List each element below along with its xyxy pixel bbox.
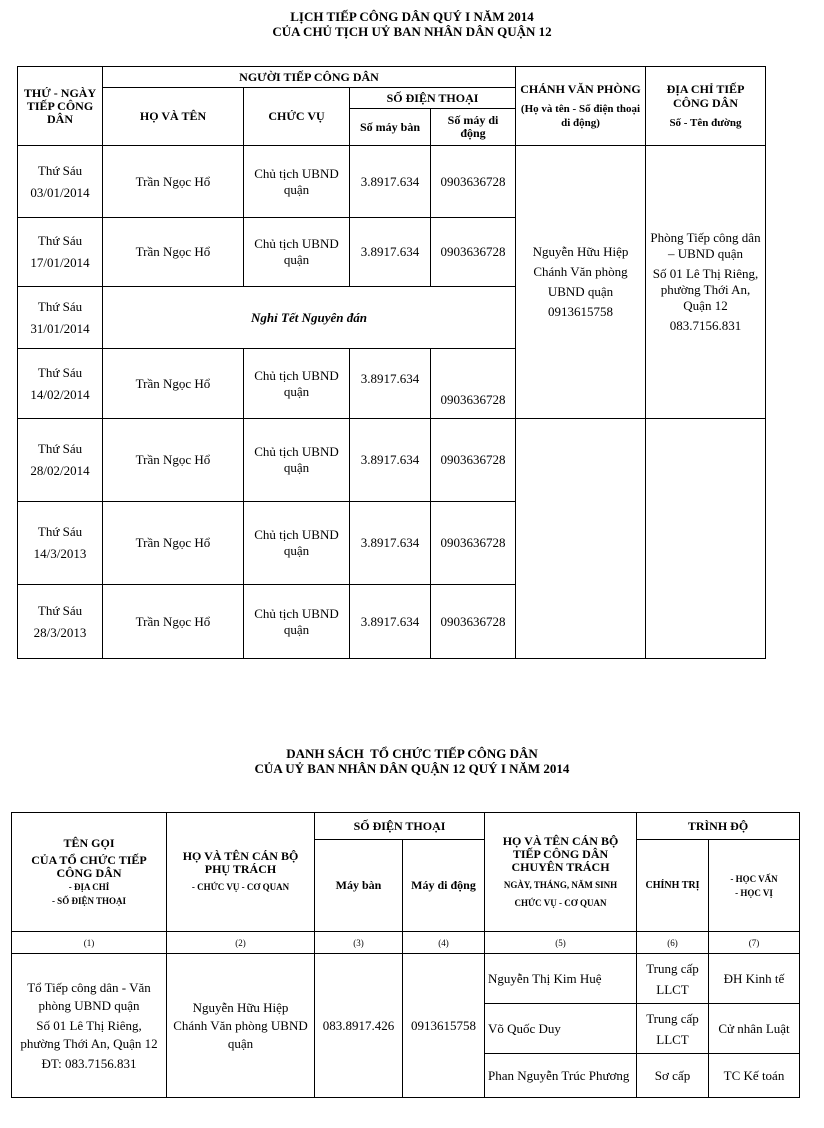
header-name: HỌ VÀ TÊN [103,88,244,146]
officer-name: Nguyễn Hữu Hiệp [192,999,289,1015]
header-office-chief [516,67,646,146]
office-chief-phone: 0913615758 [548,304,613,319]
date: 03/01/2014 [30,184,90,200]
landline: 3.8917.634 [350,585,431,659]
header-staff-sub-2: CHỨC VỤ - CƠ QUAN [514,897,607,908]
header-mobile: Máy di động [403,840,485,932]
weekday: Thứ Sáu [37,298,83,314]
receiver-name: Trần Ngọc Hổ [103,585,244,659]
staff-education: ĐH Kinh tế [709,954,800,1004]
landline: 3.8917.634 [350,502,431,585]
receiver-position: Chủ tịch UBND quận [244,146,350,218]
header-staff-sub-1: NGÀY, THÁNG, NĂM SINH [503,879,618,890]
header-staff-title: HỌ VÀ TÊN CÁN BỘ TIẾP CÔNG DÂN CHUYÊN TRÁCH [502,833,619,874]
weekday: Thứ Sáu [37,233,83,248]
receiver-position: Chủ tịch UBND quận [244,502,350,585]
org-cell [12,954,167,1098]
address-cell [646,146,766,419]
weekday: Thứ Sáu [37,364,83,380]
schedule-title-line1: LỊCH TIẾP CÔNG DÂN QUÝ I NĂM 2014 [290,9,534,24]
header-position: CHỨC VỤ [244,88,350,146]
receiver-position: Chủ tịch UBND quận [244,419,350,502]
table-row [18,419,766,502]
weekday: Thứ Sáu [37,602,83,618]
header-officer-sub: - CHỨC VỤ - CƠ QUAN [191,882,290,892]
header-level-group: TRÌNH ĐỘ [637,813,800,840]
header-org-sub-1: - ĐỊA CHỈ [68,881,110,892]
weekday: Thứ Sáu [37,162,83,178]
address-place: Phòng Tiếp công dân – UBND quận [650,230,761,261]
org-mobile: 0913615758 [403,954,485,1098]
landline: 3.8917.634 [350,146,431,218]
date: 14/3/2013 [33,546,87,561]
header-edu-1: - HỌC VẤN [730,873,778,884]
staff-political: Trung cấp LLCT [637,954,709,1004]
staff-political: Sơ cấp [637,1054,709,1098]
header-day: THỨ - NGÀY TIẾP CÔNG DÂN [18,67,103,146]
address-empty [646,419,766,659]
header-address [646,67,766,146]
staff-name: Nguyễn Thị Kim Huệ [485,954,637,1004]
day-cell [18,349,103,419]
day-cell [18,502,103,585]
date: 31/01/2014 [30,320,90,336]
day-cell [18,287,103,349]
receiver-position: Chủ tịch UBND quận [244,218,350,287]
header-edu-2: - HỌC VỊ [735,887,773,898]
organization-table [11,812,800,1098]
date: 28/3/2013 [33,624,87,640]
day-cell [18,419,103,502]
day-cell [18,146,103,218]
organization-title-line1: DANH SÁCH TỔ CHỨC TIẾP CÔNG DÂN [286,746,538,761]
org-landline: 083.8917.426 [315,954,403,1098]
staff-political: Trung cấp LLCT [637,1004,709,1054]
header-mobile: Số máy di động [431,109,516,146]
landline: 3.8917.634 [350,419,431,502]
schedule-title [0,9,824,39]
col-number: (2) [167,932,315,954]
header-office-chief-title: CHÁNH VĂN PHÒNG [520,82,641,96]
col-number: (3) [315,932,403,954]
receiver-name: Trần Ngọc Hổ [103,502,244,585]
officer-title: Chánh Văn phòng UBND quận [173,1017,308,1051]
receiver-name: Trần Ngọc Hổ [103,218,244,287]
header-staff [485,813,637,932]
office-chief-name: Nguyễn Hữu Hiệp [532,244,629,259]
mobile: 0903636728 [431,502,516,585]
receiver-name: Trần Ngọc Hổ [103,349,244,419]
col-number: (7) [709,932,800,954]
weekday: Thứ Sáu [37,441,83,456]
header-address-title: ĐỊA CHỈ TIẾP CÔNG DÂN [666,82,745,110]
landline: 3.8917.634 [350,218,431,287]
office-chief-empty [516,419,646,659]
header-officer-title: HỌ VÀ TÊN CÁN BỘ PHỤ TRÁCH [182,849,299,876]
schedule-table [17,66,766,659]
org-phone: ĐT: 083.7156.831 [41,1055,137,1071]
office-chief-cell [516,146,646,419]
receiver-position: Chủ tịch UBND quận [244,585,350,659]
header-phone-group: SỐ ĐIỆN THOẠI [315,813,485,840]
org-address: Số 01 Lê Thị Riêng, phường Thới An, Quận 12 [20,1017,158,1051]
holiday-note: Nghỉ Tết Nguyên đán [103,287,516,349]
header-phone-group: SỐ ĐIỆN THOẠI [350,88,516,109]
header-education [709,840,800,932]
header-landline: Máy bàn [315,840,403,932]
header-org-name-2: CỦA TỔ CHỨC TIẾP CÔNG DÂN [31,852,147,880]
org-name: Tổ Tiếp công dân - Văn phòng UBND quận [27,979,151,1013]
mobile: 0903636728 [431,349,516,419]
header-office-chief-sub: (Họ và tên - Số điện thoại di động) [520,103,641,129]
staff-education: Cử nhân Luật [709,1004,800,1054]
date: 28/02/2014 [30,463,90,478]
mobile: 0903636728 [431,585,516,659]
schedule-title-line2: CỦA CHỦ TỊCH UỶ BAN NHÂN DÂN QUẬN 12 [272,24,552,39]
table-row [18,146,766,218]
schedule-header-row-1 [18,67,766,88]
table-row [12,954,800,1004]
date: 17/01/2014 [30,255,90,270]
col-number: (4) [403,932,485,954]
receiver-name: Trần Ngọc Hổ [103,419,244,502]
column-number-row [12,932,800,954]
staff-name: Phan Nguyễn Trúc Phương [485,1054,637,1098]
receiver-position: Chủ tịch UBND quận [244,349,350,419]
header-org-name [12,813,167,932]
header-landline: Số máy bàn [350,109,431,146]
mobile: 0903636728 [431,146,516,218]
mobile: 0903636728 [431,218,516,287]
header-receiver-group: NGƯỜI TIẾP CÔNG DÂN [103,67,516,88]
staff-education: TC Kế toán [709,1054,800,1098]
landline: 3.8917.634 [350,349,431,419]
col-number: (5) [485,932,637,954]
header-address-sub: Số - Tên đường [669,117,742,129]
col-number: (6) [637,932,709,954]
date: 14/02/2014 [30,386,90,402]
organization-title-line2: CỦA UỶ BAN NHÂN DÂN QUẬN 12 QUÝ I NĂM 2014 [254,761,570,776]
mobile: 0903636728 [431,419,516,502]
header-org-name-1: TÊN GỌI [63,835,115,850]
officer-cell [167,954,315,1098]
office-chief-title: Chánh Văn phòng UBND quận [533,264,628,299]
header-officer [167,813,315,932]
col-number: (1) [12,932,167,954]
staff-name: Võ Quốc Duy [485,1004,637,1054]
receiver-name: Trần Ngọc Hổ [103,146,244,218]
org-header-row-1 [12,813,800,840]
header-org-sub-2: - SỐ ĐIỆN THOẠI [51,895,127,906]
organization-title [0,746,824,776]
address-street: Số 01 Lê Thị Riêng, phường Thới An, Quận 12 [652,266,759,313]
header-political: CHÍNH TRỊ [637,840,709,932]
address-phone: 083.7156.831 [669,318,742,333]
weekday: Thứ Sáu [37,524,83,539]
day-cell [18,218,103,287]
day-cell [18,585,103,659]
